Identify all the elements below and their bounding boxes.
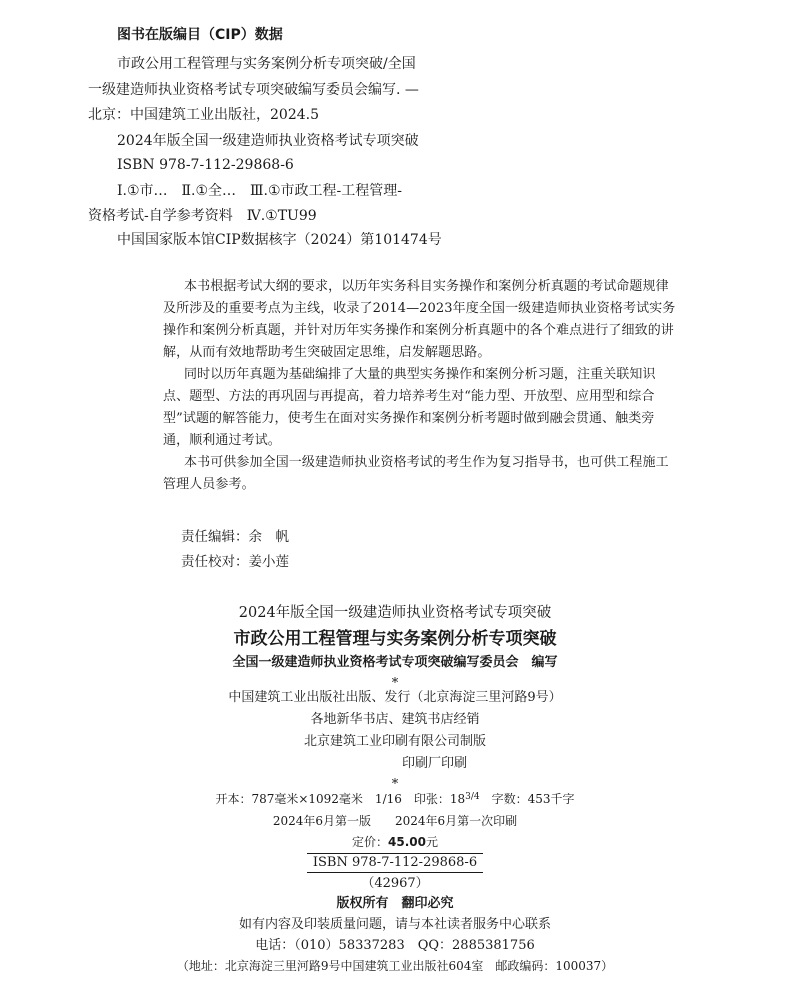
typesetter-line: 北京建筑工业印刷有限公司制版 xyxy=(303,734,486,749)
specs-suffix: 字数：453千字 xyxy=(479,792,575,806)
separator-star: * xyxy=(391,676,399,691)
abstract-line: 操作和案例分析真题，并针对历年实务操作和案例分析真题中的各个难点进行了细致的讲 xyxy=(163,323,674,338)
abstract-line: 通，顺利通过考试。 xyxy=(163,433,281,448)
specs-fraction: 3/4 xyxy=(465,792,480,802)
printer-line: 印刷厂印刷 xyxy=(402,756,468,771)
cip-line: 2024年版全国一级建造师执业资格考试专项突破 xyxy=(117,133,419,149)
cip-classification: Ⅰ.①市… Ⅱ.①全… Ⅲ.①市政工程-工程管理- xyxy=(117,183,403,199)
isbn-barcode-line: ISBN 978-7-112-29868-6 xyxy=(307,853,483,873)
cip-line: 北京：中国建筑工业出版社，2024.5 xyxy=(88,107,319,123)
responsible-proofreader: 责任校对：姜小莲 xyxy=(181,554,289,570)
distributor-line: 各地新华书店、建筑书店经销 xyxy=(310,712,480,727)
price-value: 45.00 xyxy=(388,835,426,849)
abstract-line: 及所涉及的重要考点为主线，收录了2014—2023年度全国一级建造师执业资格考试实务 xyxy=(163,301,676,316)
responsible-editor: 责任编辑：余 帆 xyxy=(181,529,289,545)
separator-star: * xyxy=(391,777,399,792)
copyright-notice: 版权所有 翻印必究 xyxy=(336,896,454,911)
cip-isbn: ISBN 978-7-112-29868-6 xyxy=(117,157,294,173)
abstract-line: 管理人员参考。 xyxy=(163,477,255,492)
abstract-line: 型”试题的解答能力，使考生在面对实务操作和案例分析考题时做到融会贯通、触类旁 xyxy=(163,411,655,426)
specs-prefix: 开本：787毫米×1092毫米 1/16 印张：18 xyxy=(215,792,466,806)
contact-phone: 电话：（010）58337283 QQ：2885381756 xyxy=(255,938,535,953)
author-line: 全国一级建造师执业资格考试专项突破编写委员会 编写 xyxy=(232,655,558,670)
publisher-line: 中国建筑工业出版社出版、发行（北京海淀三里河路9号） xyxy=(228,690,562,705)
abstract-line: 本书可供参加全国一级建造师执业资格考试的考生作为复习指导书，也可供工程施工 xyxy=(184,455,669,470)
series-title: 2024年版全国一级建造师执业资格考试专项突破 xyxy=(238,605,552,621)
abstract-line: 本书根据考试大纲的要求，以历年实务科目实务操作和案例分析真题的考试命题规律 xyxy=(184,279,669,294)
price-unit: 元 xyxy=(425,835,438,849)
edition-line: 2024年6月第一版 2024年6月第一次印刷 xyxy=(272,814,518,828)
address-line: （地址：北京海淀三里河路9号中国建筑工业出版社604室 邮政编码：100037） xyxy=(176,959,614,973)
abstract-line: 点、题型、方法的再巩固与再提高，着力培养考生对“能力型、开放型、应用型和综合 xyxy=(163,389,655,404)
book-title: 市政公用工程管理与实务案例分析专项突破 xyxy=(233,629,557,649)
abstract-line: 解，从而有效地帮助考生突破固定思维，启发解题思路。 xyxy=(163,345,491,360)
quality-notice: 如有内容及印装质量问题，请与本社读者服务中心联系 xyxy=(238,917,551,932)
cip-classification: 资格考试-自学参考资料 Ⅳ.①TU99 xyxy=(88,208,317,224)
cip-record-number: 中国国家版本馆CIP数据核字（2024）第101474号 xyxy=(117,232,442,248)
abstract-line: 同时以历年真题为基础编排了大量的典型实务操作和案例分析习题，注重关联知识 xyxy=(184,367,656,382)
cip-line: 一级建造师执业资格考试专项突破编写委员会编写. — xyxy=(88,82,419,98)
cip-heading: 图书在版编目（CIP）数据 xyxy=(117,27,283,43)
isbn-box-wrap xyxy=(0,853,790,873)
book-specs xyxy=(0,793,790,805)
book-code: （42967） xyxy=(361,876,429,891)
cip-line: 市政公用工程管理与实务案例分析专项突破/全国 xyxy=(117,56,416,72)
price-label: 定价： xyxy=(352,835,389,849)
price-line xyxy=(0,836,790,848)
